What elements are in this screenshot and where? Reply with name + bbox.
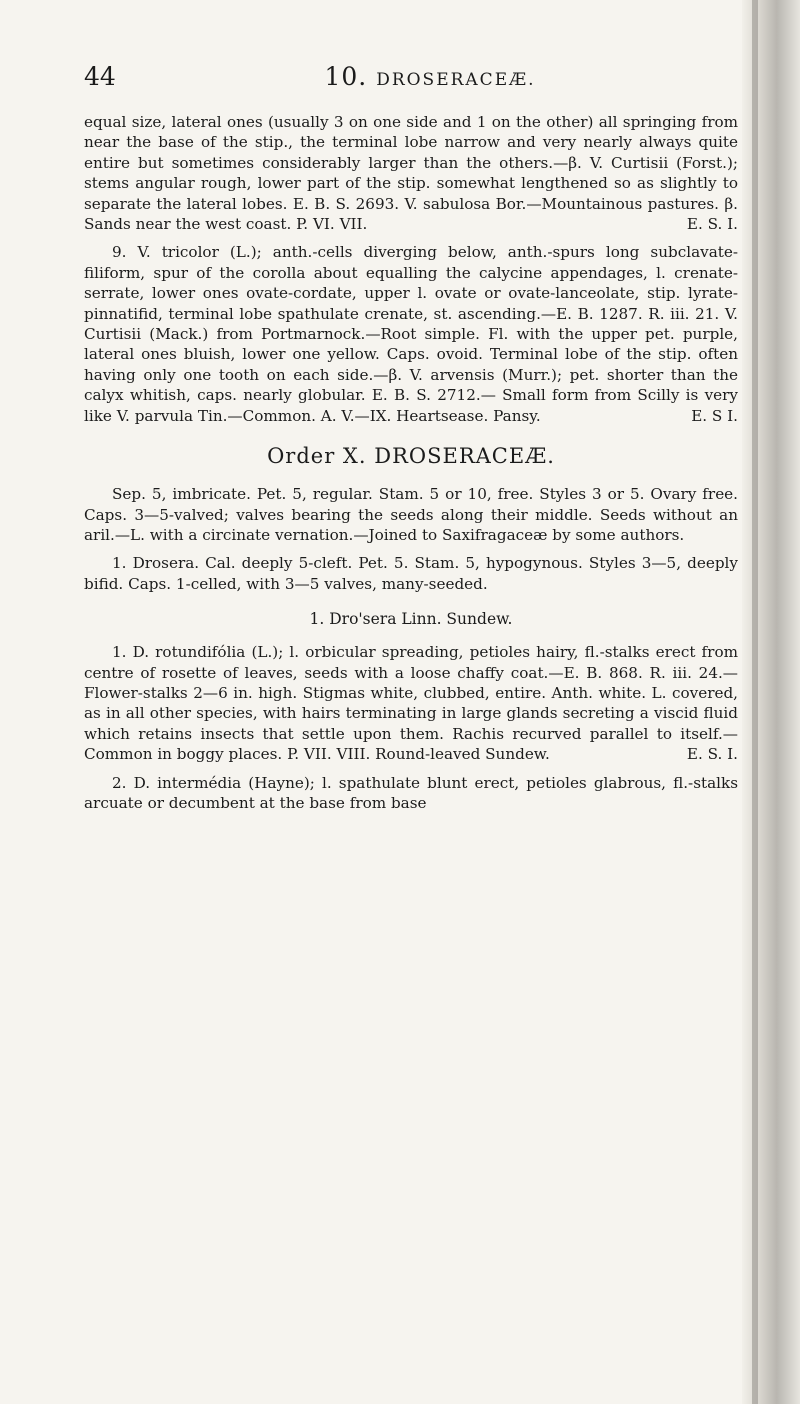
genus-heading: 1. Dro'sera Linn. Sundew. <box>309 610 513 629</box>
running-title <box>300 62 560 95</box>
chapter-title: DROSERACEÆ. <box>376 70 536 90</box>
page-gutter <box>742 0 800 1404</box>
distribution-ref: E. S. I. <box>686 215 738 234</box>
distribution-ref: E. S I. <box>691 406 738 425</box>
paragraph-viola-continuation <box>84 112 738 234</box>
paragraph-viola-tricolor <box>84 242 738 426</box>
order-heading: Order X. DROSERACEÆ. <box>267 444 555 469</box>
paragraph-genus-key: 1. Drosera. Cal. deeply 5-cleft. Pet. 5. Stam. 5, hypogynous. Styles 3—5, deeply bifid. Caps. 1-celled, with 3—5 valves, many-seeded. <box>84 554 738 593</box>
spacer <box>84 234 738 242</box>
paragraph-text: equal size, lateral ones (usually 3 on one side and 1 on the other) all springing from near the base of the stip., the terminal lobe narrow and very nearly always quite entire but sometimes considerably larger than the others.—β. V. Curtisii (Forst.); stems angular rough, lower part of the stip. somewhat lengthened so as slightly to separate the lateral lobes. E. B. S. 2693. V. sabulosa Bor.—Mountainous pastures. β. Sands near the west coast. P. VI. VII. <box>84 113 738 234</box>
spacer <box>84 765 738 773</box>
paragraph-drosera-intermedia: 2. D. intermédia (Hayne); l. spathulate blunt erect, petioles glabrous, fl.-stalks arcuate or decumbent at the base from base <box>84 773 738 812</box>
page-number: 44 <box>84 62 116 91</box>
distribution-ref: E. S. I. <box>686 745 738 764</box>
spacer <box>84 545 738 553</box>
running-head <box>0 62 760 92</box>
gutter-shadow <box>752 0 758 1404</box>
body-text <box>84 112 738 813</box>
paragraph-order-description: Sep. 5, imbricate. Pet. 5, regular. Stam. 5 or 10, free. Styles 3 or 5. Ovary free. Caps. 3—5-valved; valves bearing the seeds along their middle. Seeds without an aril.—L. with a circinate vernation.—Joined to Saxifragaceæ by some authors. <box>84 485 738 544</box>
paragraph-text: 1. D. rotundifólia (L.); l. orbicular spreading, petioles hairy, fl.-stalks erect from centre of rosette of leaves, seeds with a loose chaffy coat.—E. B. 868. R. iii. 24.—Flower-stalks 2—6 in. high. Stigmas white, clubbed, entire. Anth. white. L. covered, as in all other species, with hairs terminating in large glands secreting a viscid fluid which retains insects that settle upon them. Rachis recurved parallel to itself.— Common in boggy places. P. VII. VIII. Round-leaved Sundew. <box>84 643 738 764</box>
chapter-number: 10. <box>324 62 368 91</box>
paragraph-text: 9. V. tricolor (L.); anth.-cells diverging below, anth.-spurs long subclavate-filiform, spur of the corolla about equalling the calycine appendages, l. crenate-serrate, lower ones ovate-cordate, upper l. ovate or ovate-lanceolate, stip. lyrate-pinnatifid, terminal lobe spathulate crenate, st. ascending.—E. B. 1287. R. iii. 21. V. Curtisii (Mack.) from Portmarnock.—Root simple. Fl. with the upper pet. purple, lateral ones bluish, lower one yellow. Caps. ovoid. Terminal lobe of the stip. often having only one tooth on each side.—β. V. arvensis (Murr.); pet. shorter than the calyx whitish, caps. nearly globular. E. B. S. 2712.— Small form from Scilly is very like V. parvula Tin.—Common. A. V.—IX. Heartsease. Pansy. <box>84 243 738 425</box>
paragraph-drosera-rotundifolia <box>84 642 738 764</box>
